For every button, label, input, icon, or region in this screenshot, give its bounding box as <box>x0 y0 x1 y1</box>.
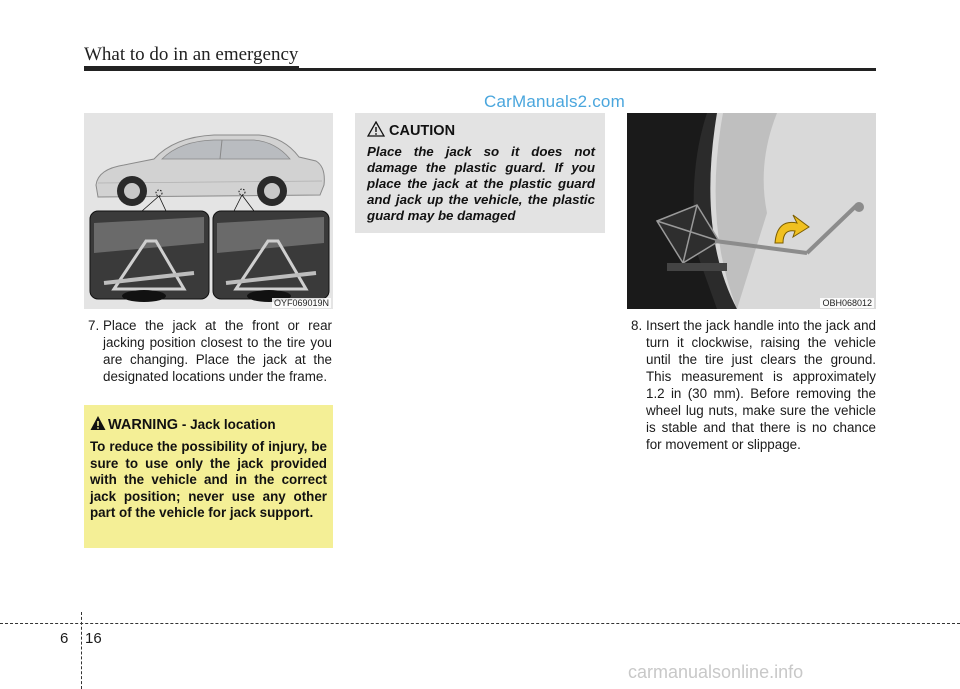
warning-subtitle: - Jack location <box>178 417 276 432</box>
step-7-text: Place the jack at the front or rear jacking position closest to the tire you are changing. Place the jack at the designated locations under the frame. <box>103 318 332 384</box>
caution-box <box>355 113 605 233</box>
step-7 <box>88 317 332 385</box>
footer-divider <box>81 612 82 689</box>
warning-box <box>84 405 333 548</box>
car-jacking-illustration <box>84 113 333 309</box>
caution-title: CAUTION <box>389 123 456 139</box>
figure-code-left: OYF069019N <box>273 298 329 308</box>
page-number: 16 <box>85 630 102 647</box>
step-7-number: 7. <box>88 318 100 333</box>
figure-jacking-points <box>84 113 333 309</box>
warning-title: WARNING <box>108 417 179 433</box>
watermark-bottom[interactable]: carmanualsonline.info <box>628 662 804 682</box>
step-8 <box>631 317 876 453</box>
footer-rule <box>0 623 960 624</box>
warning-text: To reduce the possibility of injury, be sure to use only the jack provided with the vehicle and in the correct jack position; never use any other part of the vehicle for jack support. <box>90 439 327 521</box>
page-header-title: What to do in an emergency <box>84 44 299 65</box>
warning-triangle-icon <box>90 415 106 431</box>
jack-handle-illustration <box>627 113 876 309</box>
figure-code-right: OBH068012 <box>822 298 872 308</box>
warning-heading <box>108 417 276 433</box>
figure-jack-handle <box>627 113 876 309</box>
caution-triangle-icon <box>367 121 385 137</box>
watermark-top[interactable]: CarManuals2.com <box>484 92 625 111</box>
caution-text: Place the jack so it does not damage the plastic guard. If you place the jack at the plastic guard and jack up the vehicle, the plastic guard may be damaged <box>367 144 595 223</box>
header-rule <box>84 68 876 71</box>
step-8-number: 8. <box>631 318 643 333</box>
caution-heading <box>367 121 455 139</box>
step-8-text: Insert the jack handle into the jack and turn it clockwise, raising the vehicle until the tire just clears the ground. This measurement is approximately 1.2 in (30 mm). Before removing the wheel lug nuts, make sure the vehicle is stable and that there is no chance for movement or slippage. <box>646 318 876 452</box>
section-number: 6 <box>60 630 69 647</box>
